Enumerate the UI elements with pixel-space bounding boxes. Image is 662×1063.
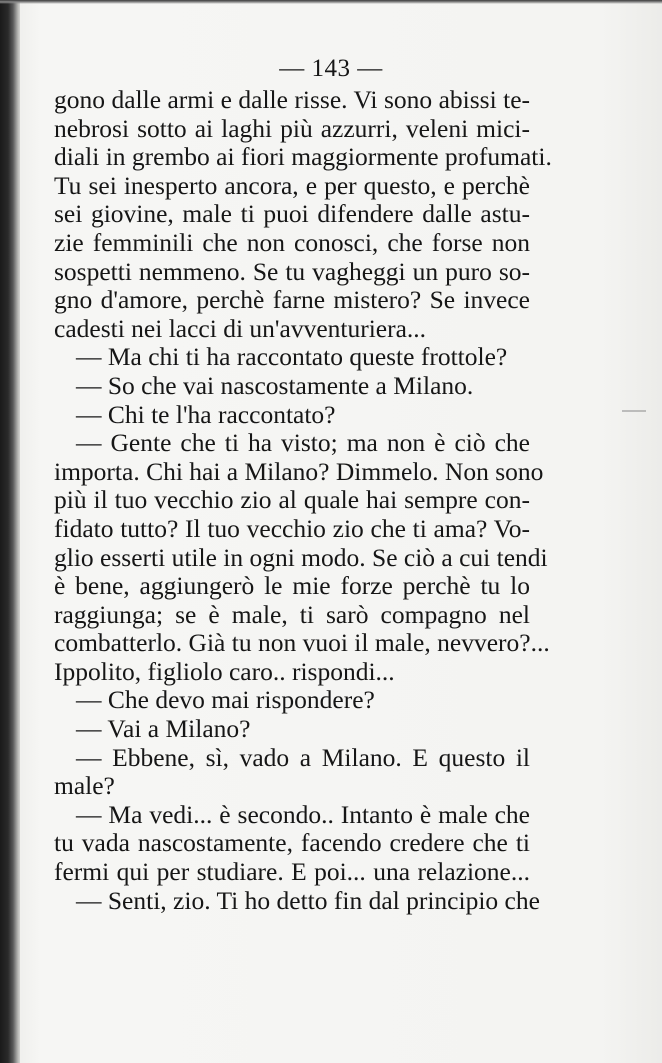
text-line: — Ma vedi... è secondo.. Intanto è male che (76, 799, 530, 829)
text-line: cadesti nei lacci di un'avventuriera... (54, 313, 427, 343)
text-line: tu vada nascostamente, facendo credere che ti (54, 828, 530, 858)
text-line: male? (54, 771, 115, 801)
text-line: — Vai a Milano? (76, 714, 251, 744)
text-line: — Ma chi ti ha raccontato queste frottole? (76, 342, 508, 372)
text-line: gono dalle armi e dalle risse. Vi sono abissi te- (54, 85, 530, 114)
text-line: fermi qui per studiare. E poi... una relazione... (54, 857, 530, 887)
text-line: — Gente che ti ha visto; ma non è ciò che (76, 428, 530, 458)
scan-artifact-mark (622, 410, 646, 412)
page-number: — 143 — (279, 55, 383, 82)
text-line: Tu sei inesperto ancora, e per questo, e perchè (54, 170, 530, 200)
text-line: importa. Chi hai a Milano? Dimmelo. Non sono (54, 456, 544, 486)
text-line: — Senti, zio. Ti ho detto fin dal principio che (76, 885, 540, 915)
text-line: diali in grembo ai fiori maggiormente profumati. (54, 142, 552, 172)
text-line: nebrosi sotto ai laghi più azzurri, veleni mici- (54, 113, 530, 143)
text-line: — Ebbene, sì, vado a Milano. E questo il (76, 742, 530, 772)
text-line: raggiunga; se è male, ti sarò compagno nel (54, 599, 530, 629)
book-spine-shadow (0, 0, 20, 1063)
text-line: Ippolito, figliolo caro.. rispondi... (54, 656, 395, 686)
text-line: — Chi te l'ha raccontato? (76, 399, 336, 429)
text-line: sospetti nemmeno. Se tu vagheggi un puro so- (54, 256, 530, 286)
text-line: fidato tutto? Il tuo vecchio zio che ti ama? Vo- (54, 513, 530, 543)
text-line: — So che vai nascostamente a Milano. (76, 370, 474, 400)
text-line: zie femminili che non conosci, che forse non (54, 227, 530, 257)
page-text-block (54, 85, 552, 915)
text-line: sei giovine, male ti puoi difendere dalle astu- (54, 199, 530, 229)
page-top-edge (0, 0, 662, 4)
text-line: glio esserti utile in ogni modo. Se ciò a cui tendi (54, 542, 548, 572)
text-line: combatterlo. Già tu non vuoi il male, nevvero?... (54, 628, 550, 658)
text-line: più il tuo vecchio zio al quale hai sempre con- (54, 485, 530, 515)
text-line: gno d'amore, perchè farne mistero? Se invece (54, 285, 530, 315)
text-line: — Che devo mai rispondere? (76, 685, 375, 715)
text-line: è bene, aggiungerò le mie forze perchè tu lo (54, 571, 530, 601)
